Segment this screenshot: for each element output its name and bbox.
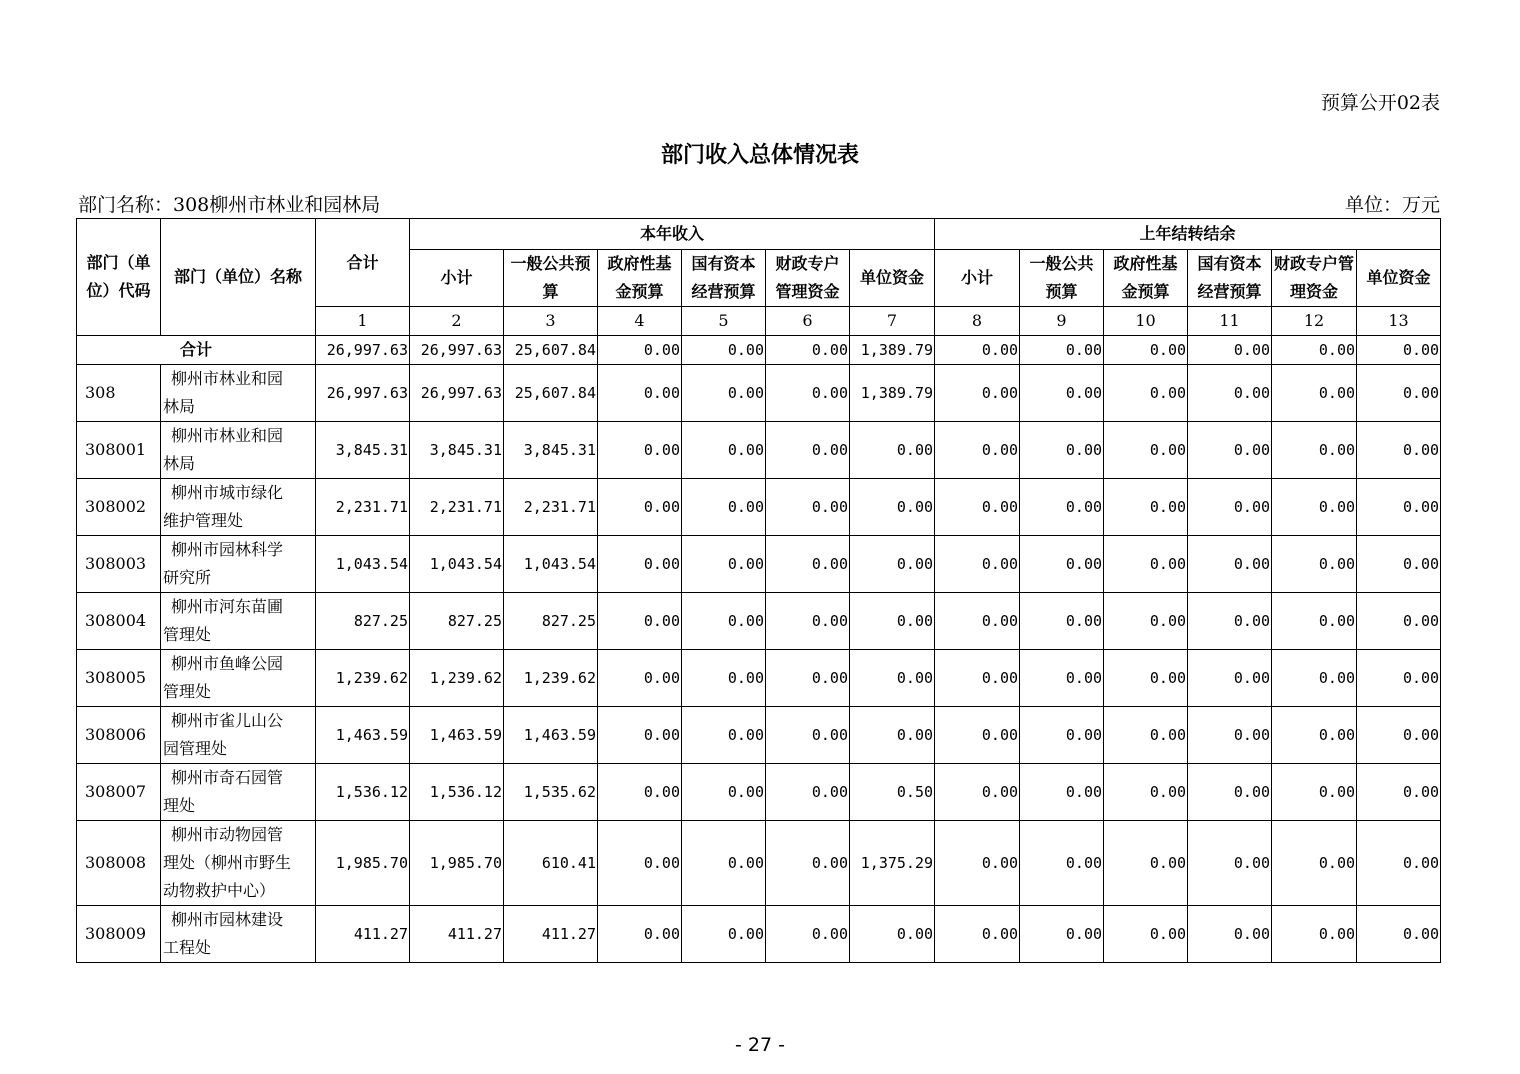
row-value: 0.00	[682, 821, 766, 906]
total-cell: 1,389.79	[850, 336, 935, 365]
row-value: 0.00	[598, 422, 682, 479]
row-value: 0.00	[1020, 593, 1104, 650]
row-value: 0.00	[1104, 365, 1188, 422]
row-value: 0.00	[1272, 821, 1357, 906]
total-cell: 0.00	[1020, 336, 1104, 365]
header-total: 合计	[316, 219, 410, 307]
row-value: 0.00	[1020, 365, 1104, 422]
column-number: 1	[316, 307, 410, 336]
header-carry-col: 小计	[935, 250, 1020, 307]
table-row	[77, 365, 1441, 422]
row-value: 1,535.62	[504, 764, 598, 821]
header-current-col: 单位资金	[850, 250, 935, 307]
row-value: 0.00	[1272, 365, 1357, 422]
column-number: 4	[598, 307, 682, 336]
row-value: 0.00	[1104, 707, 1188, 764]
row-value: 0.00	[1357, 821, 1441, 906]
row-code: 308006	[77, 707, 161, 764]
row-value: 1,239.62	[410, 650, 504, 707]
row-name	[161, 906, 316, 963]
row-value: 2,231.71	[504, 479, 598, 536]
total-cell: 0.00	[1357, 336, 1441, 365]
row-value: 610.41	[504, 821, 598, 906]
row-code: 308003	[77, 536, 161, 593]
row-value: 0.00	[598, 764, 682, 821]
row-value: 0.00	[850, 707, 935, 764]
column-number: 5	[682, 307, 766, 336]
row-code: 308	[77, 365, 161, 422]
row-value: 0.00	[1357, 593, 1441, 650]
row-value: 0.00	[1272, 650, 1357, 707]
row-value: 0.00	[1357, 650, 1441, 707]
row-value: 0.00	[935, 365, 1020, 422]
row-value: 1,239.62	[504, 650, 598, 707]
row-value: 2,231.71	[316, 479, 410, 536]
total-cell: 0.00	[682, 336, 766, 365]
row-value: 0.00	[1272, 764, 1357, 821]
row-value: 0.00	[682, 593, 766, 650]
row-value: 1,375.29	[850, 821, 935, 906]
department-name: 部门名称：308柳州市林业和园林局	[78, 194, 381, 216]
row-value: 0.00	[682, 365, 766, 422]
column-number: 10	[1104, 307, 1188, 336]
row-value: 0.00	[766, 536, 850, 593]
row-value: 3,845.31	[410, 422, 504, 479]
header-name: 部门（单位）名称	[161, 219, 316, 336]
row-value: 0.00	[766, 764, 850, 821]
row-code: 308004	[77, 593, 161, 650]
row-name-line: 柳州市奇石园管	[171, 768, 284, 787]
row-value: 827.25	[316, 593, 410, 650]
row-value: 1,043.54	[504, 536, 598, 593]
row-value: 0.00	[1357, 479, 1441, 536]
total-cell: 0.00	[1188, 336, 1272, 365]
row-value: 0.00	[1272, 906, 1357, 963]
row-name	[161, 650, 316, 707]
row-name-line: 柳州市园林建设	[171, 910, 284, 929]
row-value: 0.00	[850, 650, 935, 707]
column-number: 6	[766, 307, 850, 336]
header-carry-col: 政府性基金预算	[1104, 250, 1188, 307]
row-value: 1,985.70	[316, 821, 410, 906]
row-name-line: 管理处	[163, 682, 212, 701]
header-carry-group: 上年结转结余	[935, 219, 1441, 250]
row-value: 411.27	[316, 906, 410, 963]
row-name-line: 理处（柳州市野生	[163, 853, 292, 872]
table-row	[77, 536, 1441, 593]
row-value: 0.00	[766, 422, 850, 479]
header-current-col: 财政专户管理资金	[766, 250, 850, 307]
row-value: 0.00	[682, 707, 766, 764]
row-value: 0.00	[598, 365, 682, 422]
row-value: 0.00	[598, 593, 682, 650]
row-code: 308002	[77, 479, 161, 536]
row-code: 308008	[77, 821, 161, 906]
row-value: 0.00	[682, 422, 766, 479]
row-value: 3,845.31	[316, 422, 410, 479]
row-name-line: 柳州市林业和园	[171, 426, 284, 445]
row-name-line: 柳州市鱼峰公园	[171, 654, 284, 673]
row-name	[161, 764, 316, 821]
row-value: 0.00	[1104, 536, 1188, 593]
table-row	[77, 422, 1441, 479]
row-value: 0.00	[850, 906, 935, 963]
total-cell: 25,607.84	[504, 336, 598, 365]
row-value: 0.00	[1104, 422, 1188, 479]
row-value: 0.00	[682, 536, 766, 593]
row-code: 308005	[77, 650, 161, 707]
header-current-group: 本年收入	[410, 219, 935, 250]
unit-label: 单位：万元	[1344, 194, 1440, 216]
row-value: 0.00	[1188, 764, 1272, 821]
row-value: 0.00	[1272, 536, 1357, 593]
row-name-line: 柳州市河东苗圃	[171, 597, 284, 616]
row-value: 0.00	[1188, 422, 1272, 479]
row-value: 0.00	[935, 821, 1020, 906]
row-value: 0.00	[1357, 764, 1441, 821]
row-name-line: 理处	[163, 796, 196, 815]
column-number: 12	[1272, 307, 1357, 336]
table-row	[77, 764, 1441, 821]
row-name-line: 柳州市雀儿山公	[171, 711, 284, 730]
row-name	[161, 536, 316, 593]
table-row	[77, 479, 1441, 536]
total-cell: 0.00	[935, 336, 1020, 365]
row-value: 0.00	[1188, 365, 1272, 422]
header-carry-col: 国有资本经营预算	[1188, 250, 1272, 307]
table-row	[77, 707, 1441, 764]
row-value: 0.00	[766, 365, 850, 422]
row-value: 0.00	[682, 650, 766, 707]
row-value: 0.00	[1104, 479, 1188, 536]
row-value: 0.00	[1357, 536, 1441, 593]
row-value: 0.00	[766, 650, 850, 707]
row-value: 0.50	[850, 764, 935, 821]
row-value: 0.00	[1020, 821, 1104, 906]
row-value: 26,997.63	[316, 365, 410, 422]
row-value: 0.00	[1020, 422, 1104, 479]
row-value: 0.00	[1188, 906, 1272, 963]
row-name-line: 柳州市园林科学	[171, 540, 284, 559]
total-row-label: 合计	[77, 336, 316, 365]
row-value: 25,607.84	[504, 365, 598, 422]
row-value: 0.00	[1188, 593, 1272, 650]
row-value: 0.00	[850, 536, 935, 593]
row-name-line: 柳州市林业和园	[171, 369, 284, 388]
row-value: 2,231.71	[410, 479, 504, 536]
table-row	[77, 821, 1441, 906]
header-carry-col: 一般公共预算	[1020, 250, 1104, 307]
row-value: 0.00	[1188, 650, 1272, 707]
total-cell: 0.00	[766, 336, 850, 365]
row-value: 1,536.12	[316, 764, 410, 821]
row-code: 308009	[77, 906, 161, 963]
row-value: 0.00	[766, 906, 850, 963]
row-value: 1,043.54	[316, 536, 410, 593]
row-value: 0.00	[935, 536, 1020, 593]
row-value: 0.00	[1188, 479, 1272, 536]
row-value: 0.00	[598, 650, 682, 707]
row-value: 0.00	[1020, 536, 1104, 593]
row-value: 0.00	[1020, 479, 1104, 536]
row-value: 0.00	[850, 479, 935, 536]
row-name	[161, 821, 316, 906]
column-number: 9	[1020, 307, 1104, 336]
row-value: 1,043.54	[410, 536, 504, 593]
row-value: 0.00	[682, 479, 766, 536]
row-value: 0.00	[1104, 593, 1188, 650]
header-carry-col: 单位资金	[1357, 250, 1441, 307]
row-value: 0.00	[1272, 707, 1357, 764]
row-value: 0.00	[935, 650, 1020, 707]
row-name-line: 柳州市动物园管	[171, 825, 284, 844]
row-code: 308001	[77, 422, 161, 479]
header-carry-col: 财政专户管理资金	[1272, 250, 1357, 307]
row-value: 0.00	[935, 764, 1020, 821]
row-name-line: 园管理处	[163, 739, 228, 758]
row-name	[161, 593, 316, 650]
row-value: 0.00	[935, 593, 1020, 650]
row-value: 0.00	[598, 906, 682, 963]
row-value: 0.00	[1020, 764, 1104, 821]
page-title: 部门收入总体情况表	[660, 142, 859, 168]
row-value: 0.00	[598, 479, 682, 536]
header-current-col: 一般公共预算	[504, 250, 598, 307]
header-current-col: 小计	[410, 250, 504, 307]
row-value: 0.00	[1104, 764, 1188, 821]
row-value: 411.27	[504, 906, 598, 963]
row-name-line: 林局	[163, 397, 196, 416]
row-value: 0.00	[1272, 479, 1357, 536]
table-row	[77, 593, 1441, 650]
row-value: 0.00	[1272, 593, 1357, 650]
column-number: 3	[504, 307, 598, 336]
row-value: 0.00	[598, 536, 682, 593]
row-value: 0.00	[935, 707, 1020, 764]
row-value: 0.00	[850, 593, 935, 650]
row-value: 1,463.59	[504, 707, 598, 764]
row-value: 1,463.59	[316, 707, 410, 764]
row-value: 0.00	[1188, 821, 1272, 906]
row-value: 827.25	[410, 593, 504, 650]
header-current-col: 政府性基金预算	[598, 250, 682, 307]
row-value: 0.00	[766, 707, 850, 764]
row-value: 0.00	[1020, 707, 1104, 764]
row-code: 308007	[77, 764, 161, 821]
row-value: 0.00	[1104, 650, 1188, 707]
row-value: 1,536.12	[410, 764, 504, 821]
column-number: 7	[850, 307, 935, 336]
row-value: 0.00	[682, 764, 766, 821]
column-number: 13	[1357, 307, 1441, 336]
row-value: 0.00	[1020, 650, 1104, 707]
row-value: 0.00	[1272, 422, 1357, 479]
row-value: 0.00	[1188, 707, 1272, 764]
row-name-line: 管理处	[163, 625, 212, 644]
row-value: 411.27	[410, 906, 504, 963]
row-name	[161, 422, 316, 479]
row-value: 0.00	[766, 593, 850, 650]
row-name-line: 维护管理处	[163, 511, 244, 530]
page-number: - 27 -	[735, 1034, 785, 1056]
row-name-line: 柳州市城市绿化	[171, 483, 284, 502]
row-value: 1,985.70	[410, 821, 504, 906]
row-name	[161, 479, 316, 536]
row-value: 827.25	[504, 593, 598, 650]
row-value: 0.00	[935, 479, 1020, 536]
row-value: 1,239.62	[316, 650, 410, 707]
row-value: 26,997.63	[410, 365, 504, 422]
column-number: 11	[1188, 307, 1272, 336]
row-name-line: 研究所	[163, 568, 212, 587]
header-current-col: 国有资本经营预算	[682, 250, 766, 307]
row-name-line: 工程处	[163, 938, 212, 957]
row-value: 0.00	[598, 821, 682, 906]
row-value: 0.00	[766, 479, 850, 536]
row-value: 0.00	[1357, 422, 1441, 479]
table-row	[77, 906, 1441, 963]
total-cell: 26,997.63	[316, 336, 410, 365]
income-table	[76, 218, 1441, 963]
row-name-line: 动物救护中心）	[163, 881, 276, 900]
total-cell: 0.00	[1272, 336, 1357, 365]
row-value: 0.00	[598, 707, 682, 764]
row-name-line: 林局	[163, 454, 196, 473]
total-cell: 0.00	[1104, 336, 1188, 365]
row-value: 0.00	[935, 422, 1020, 479]
row-value: 0.00	[1188, 536, 1272, 593]
total-cell: 26,997.63	[410, 336, 504, 365]
row-value: 0.00	[682, 906, 766, 963]
table-code: 预算公开02表	[1320, 92, 1440, 114]
row-value: 0.00	[1357, 707, 1441, 764]
column-number: 8	[935, 307, 1020, 336]
row-value: 0.00	[1357, 365, 1441, 422]
table-row	[77, 650, 1441, 707]
row-value: 3,845.31	[504, 422, 598, 479]
row-value: 0.00	[1357, 906, 1441, 963]
column-number: 2	[410, 307, 504, 336]
row-value: 0.00	[1104, 821, 1188, 906]
row-value: 0.00	[935, 906, 1020, 963]
row-value: 0.00	[766, 821, 850, 906]
row-name	[161, 707, 316, 764]
header-code: 部门（单位）代码	[77, 219, 161, 336]
row-value: 0.00	[1104, 906, 1188, 963]
row-value: 0.00	[1020, 906, 1104, 963]
row-value: 1,389.79	[850, 365, 935, 422]
total-cell: 0.00	[598, 336, 682, 365]
row-value: 0.00	[850, 422, 935, 479]
row-value: 1,463.59	[410, 707, 504, 764]
row-name	[161, 365, 316, 422]
